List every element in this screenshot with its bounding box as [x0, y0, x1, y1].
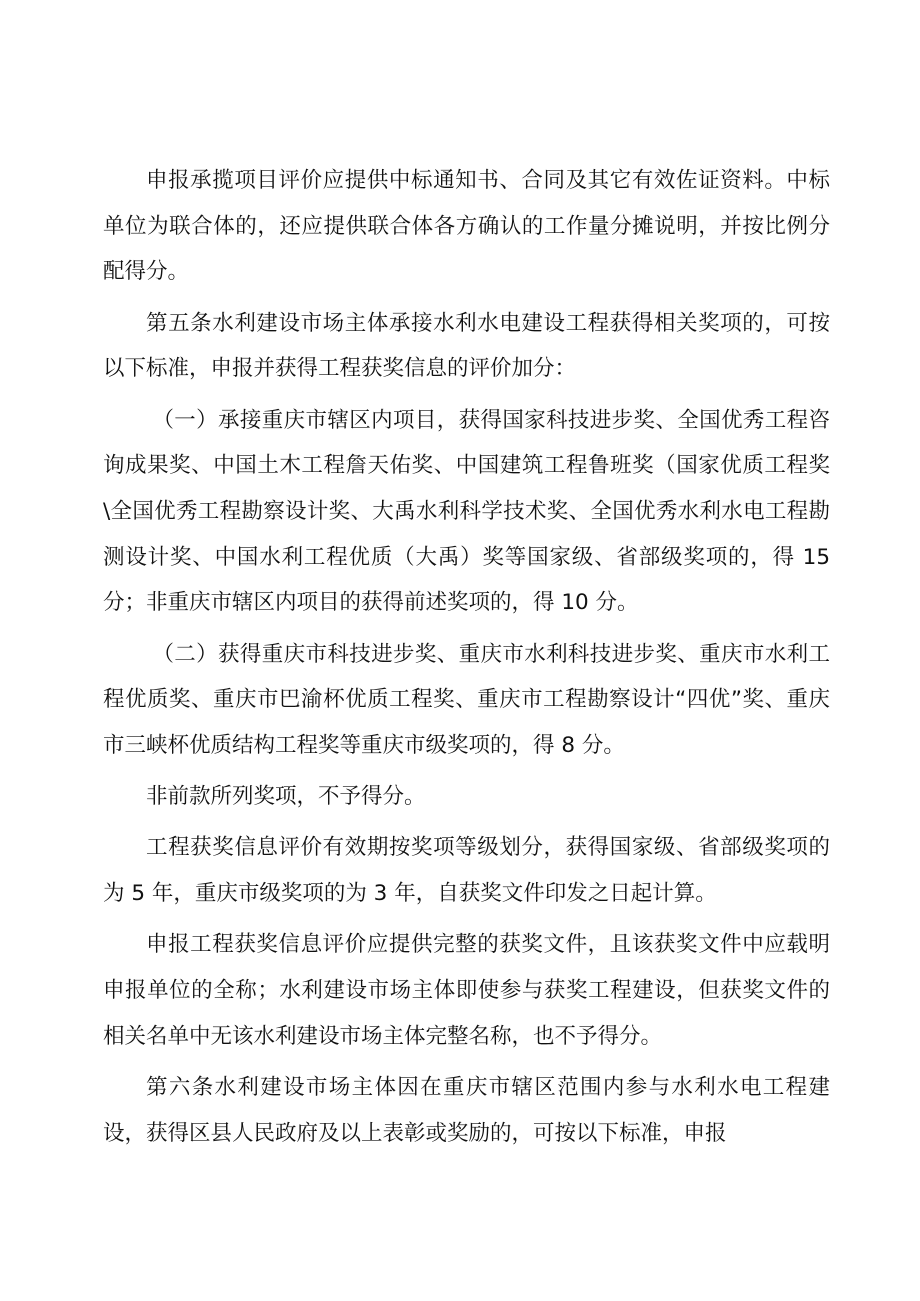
paragraph-item-2: （二）获得重庆市科技进步奖、重庆市水利科技进步奖、重庆市水利工程优质奖、重庆市巴渝杯优质工程奖、重庆市工程勘察设计“四优”奖、重庆市三峡杯优质结构工程奖等重庆市级奖项的，得 8 分。	[103, 641, 830, 758]
paragraph-other-awards: 非前款所列奖项，不予得分。	[146, 784, 426, 810]
paragraph-bid-evidence: 申报承揽项目评价应提供中标通知书、合同及其它有效佐证资料。中标单位为联合体的，还应提供联合体各方确认的工作量分摊说明，并按比例分配得分。	[103, 168, 830, 285]
paragraph-article-6: 第六条水利建设市场主体因在重庆市辖区范围内参与水利水电工程建设，获得区县人民政府及以上表彰或奖励的，可按以下标准，申报	[103, 1074, 830, 1146]
paragraph-article-5: 第五条水利建设市场主体承接水利水电建设工程获得相关奖项的，可按以下标准，申报并获得工程获奖信息的评价加分：	[103, 310, 830, 382]
paragraph-validity-period: 工程获奖信息评价有效期按奖项等级划分，获得国家级、省部级奖项的为 5 年，重庆市级奖项的为 3 年，自获奖文件印发之日起计算。	[103, 835, 830, 907]
paragraph-award-documents: 申报工程获奖信息评价应提供完整的获奖文件，且该获奖文件中应载明申报单位的全称；水利建设市场主体即使参与获奖工程建设，但获奖文件的相关名单中无该水利建设市场主体完整名称，也不予得分。	[103, 932, 830, 1049]
paragraph-item-1: （一）承接重庆市辖区内项目，获得国家科技进步奖、全国优秀工程咨询成果奖、中国土木工程詹天佑奖、中国建筑工程鲁班奖（国家优质工程奖\全国优秀工程勘察设计奖、大禹水利科学技术奖、全国优秀水利水电工程勘测设计奖、中国水利工程优质（大禹）奖等国家级、省部级奖项的，得 15 分；非重庆市辖区内项目的获得前述奖项的，得 10 分。	[103, 407, 830, 616]
